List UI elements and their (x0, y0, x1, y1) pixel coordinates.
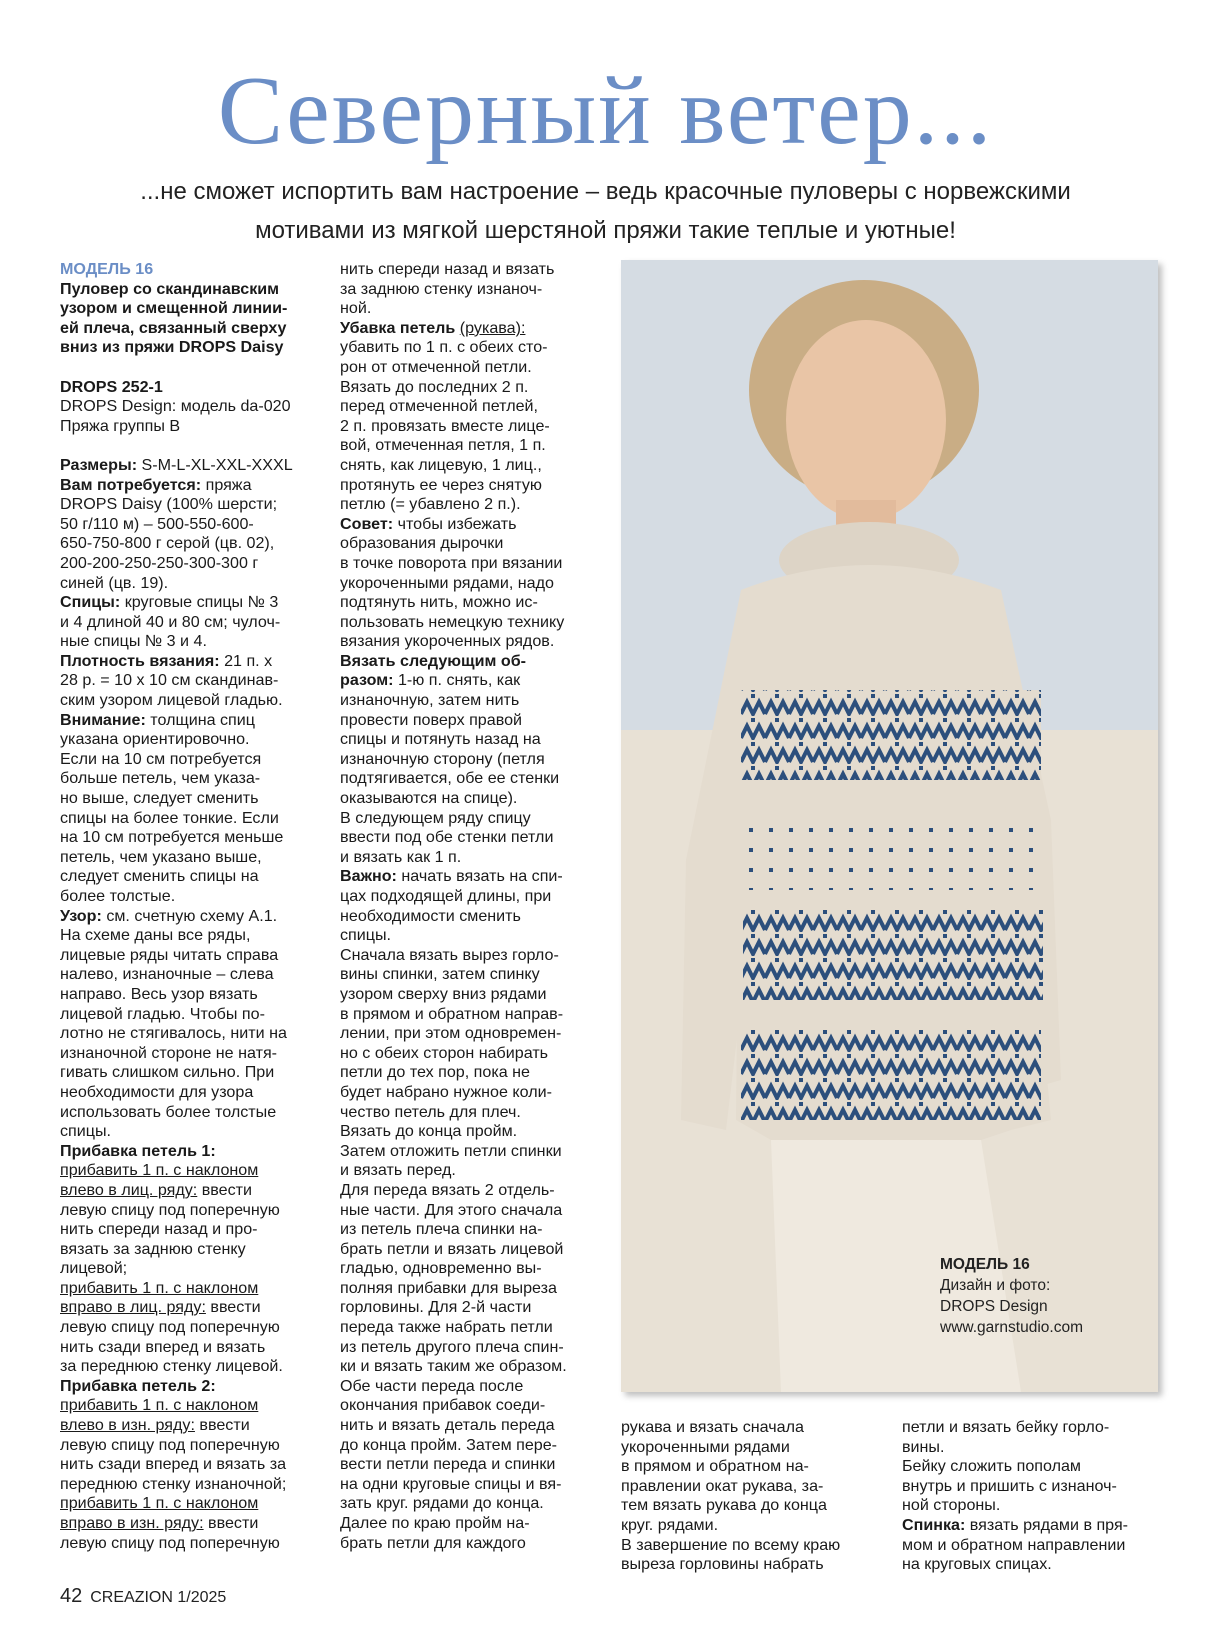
pattern: Узор: см. счетную схему А.1. (60, 906, 278, 925)
text-line: петлю (= убавлено 2 п.). (340, 495, 521, 514)
text-line: тем вязать рукава до конца (621, 1496, 827, 1515)
text-line: и 4 длиной 40 и 80 см; чулоч- (60, 612, 281, 631)
text-line: правлении окат рукава, за- (621, 1476, 824, 1495)
gauge: Плотность вязания: 21 п. х (60, 651, 273, 670)
text-line: более толстые. (60, 887, 176, 905)
needles: Спицы: круговые спицы № 3 (60, 593, 279, 612)
important: Важно: начать вязать на спи- (340, 867, 563, 886)
model-photo-illustration (621, 260, 1158, 1392)
text-line: переднюю стенку изнаночной; (60, 1474, 287, 1493)
text-line: влево в изн. ряду: (60, 1416, 195, 1435)
text-line: левую спицу под поперечную (60, 1435, 280, 1454)
text-column-1: МОДЕЛЬ 16 Пуловер со скандинавским узором и смещенной линии- ей плеча, связанный сверху вниз из пряжи DROPS Daisy DROPS 252-1 DROPS Design: модель da-020 Пряжа группы B Размеры: S-M-L-XL-XXL-XXXL Вам потребуется: пряжа DROPS Daisy (100% шерсти; 50 г/110 м) – 500-550-600- 650-750-800 г серой (цв. 02), 200-200-250-250-300-300 г синей (цв. 19). Спицы: круговые спицы № 3 и 4 длиной 40 и 80 см; чулоч- ные спицы № 3 и 4. Плотность вязания: 21 п. х 28 р. = 10 х 10 см скандинав- ским узором лицевой гладью. Внимание: толщина спиц указана ориентировочно. Если на 10 см потребуется больше петель, чем указа- но выше, следует сменить спицы на более тонкие. Если на 10 см потребуется меньше петель, чем указано выше, следует сменить спицы на более толстые. Узор: см. счетную схему А.1. На схеме даны все ряды, лицевые ряды читать справа налево, изнаночные – слева направо. Весь узор вязать лицевой гладью. Чтобы по- лотно не стягивалось, нити на изнаночной стороне не натя- гивать слишком сильно. При необходимости для узора использовать более толстые спицы. Прибавка петель 1: прибавить 1 п. с наклоном влево в лиц. ряду: ввести левую спицу под поперечную нить спереди назад и про- вязать за заднюю стенку лицевой; прибавить 1 п. с наклоном вправо в лиц. ряду: ввести левую спицу под поперечную нить сзади вперед и вязать за переднюю стенку лицевой. Прибавка петель 2: прибавить 1 п. с наклоном влево в изн. ряду: ввести левую спицу под поперечную нить сзади вперед и вязать за переднюю стенку изнаночной; прибавить 1 п. с наклоном вправо в изн. ряду: ввести левую спицу под поперечную (60, 260, 316, 1553)
text-line: вины. (902, 1437, 945, 1456)
text-line: рон от отмеченной петли. (340, 357, 532, 376)
text-line: нить спереди назад и вязать (340, 260, 555, 278)
text-line: на одни круговые спицы и вя- (340, 1474, 562, 1493)
text-line: В следующем ряду спицу (340, 808, 531, 827)
text-line: перед отмеченной петлей, (340, 397, 538, 416)
text-line: оказываются на спице). (340, 789, 518, 808)
text-line: ной стороны. (902, 1496, 1001, 1515)
model-photo (621, 260, 1158, 1392)
text-line: синей (цв. 19). (60, 573, 169, 592)
text-line: Вязать до конца пройм. (340, 1122, 518, 1141)
text-line: В завершение по всему краю (621, 1535, 841, 1554)
text-line: узором сверху вниз рядами (340, 984, 547, 1003)
text-line: лицевой гладью. Чтобы по- (60, 1004, 265, 1023)
text-line: петель, чем указано выше, (60, 847, 262, 866)
back-section: Спинка: вязать рядами в пря- (902, 1515, 1129, 1534)
text-line: изнаночной стороне не натя- (60, 1043, 278, 1062)
decrease-heading: Убавка петель (рукава): (340, 318, 526, 337)
text-line: 650-750-800 г серой (цв. 02), (60, 534, 275, 553)
text-line: подтягивается, обе ее стенки (340, 769, 560, 788)
text-line: нить сзади вперед и вязать за (60, 1455, 287, 1474)
caption-line: Дизайн и фото: (940, 1277, 1051, 1294)
magazine-issue: CREAZION 1/2025 (90, 1589, 227, 1606)
article-heading: узором и смещенной линии- (60, 299, 288, 318)
text-line: Бейку сложить пополам (902, 1457, 1081, 1476)
text-line: внутрь и пришить с изнаноч- (902, 1476, 1117, 1495)
text-line: круг. рядами. (621, 1515, 719, 1534)
text-line: из петель другого плеча спин- (340, 1337, 564, 1356)
text-line: разом: (340, 671, 394, 690)
text-line: вязания укороченных рядов. (340, 632, 555, 651)
text-line: лицевые ряды читать справа (60, 945, 279, 964)
text-line: гивать слишком сильно. При (60, 1063, 275, 1082)
text-line: но с обеих сторон набирать (340, 1043, 549, 1062)
text-line: 2 п. провязать вместе лице- (340, 416, 550, 435)
text-line: левую спицу под поперечную (60, 1318, 280, 1337)
text-line: Сначала вязать вырез горло- (340, 945, 559, 964)
subtitle (90, 172, 1121, 250)
design-ref: DROPS Design: модель da-020 (60, 397, 291, 416)
text-line: нить сзади вперед и вязать (60, 1337, 266, 1356)
text-line: цах подходящей длины, при (340, 887, 552, 905)
text-line: рукава и вязать сначала (621, 1418, 804, 1436)
text-line: использовать более толстые (60, 1102, 277, 1121)
text-line: ввести под обе стенки петли (340, 828, 554, 847)
text-line: спицы и потянуть назад на (340, 730, 541, 749)
text-line: спицы на более тонкие. Если (60, 808, 279, 827)
text-line: направо. Весь узор вязать (60, 984, 258, 1003)
text-line: ки и вязать таким же образом. (340, 1357, 567, 1376)
text-line: ским узором лицевой гладью. (60, 691, 283, 710)
text-line: петли и вязать бейку горло- (902, 1418, 1110, 1436)
text-line: пользовать немецкую технику (340, 612, 565, 631)
text-line: прибавить 1 п. с наклоном (60, 1396, 259, 1415)
subtitle-line: мотивами из мягкой шерстяной пряжи такие теплые и уютные! (255, 217, 956, 244)
page-title: Северный ветер... (217, 57, 994, 165)
text-line: прибавить 1 п. с наклоном (60, 1494, 259, 1513)
text-line: и вязать перед. (340, 1161, 456, 1180)
text-line: укороченными рядами (621, 1437, 790, 1456)
text-line: 200-200-250-250-300-300 г (60, 553, 259, 572)
text-line: снять, как лицевую, 1 лиц., (340, 455, 542, 474)
sizes: Размеры: S-M-L-XL-XXL-XXXL (60, 455, 293, 474)
text-line: ные спицы № 3 и 4. (60, 632, 207, 651)
text-line: прибавить 1 п. с наклоном (60, 1161, 259, 1180)
text-line: Обе части переда после (340, 1376, 524, 1395)
text-line: ной. (340, 299, 372, 318)
text-line: DROPS Daisy (100% шерсти; (60, 495, 278, 514)
text-line: из петель плеча спинки на- (340, 1220, 543, 1239)
text-line: Если на 10 см потребуется (60, 749, 262, 768)
page-number: 42 (60, 1585, 83, 1607)
text-line: изнаночную, затем нить (340, 691, 520, 710)
text-line: будет набрано нужное коли- (340, 1082, 552, 1101)
text-line: левую спицу под поперечную (60, 1200, 280, 1219)
yarn-group: Пряжа группы B (60, 416, 181, 435)
materials: Вам потребуется: пряжа (60, 475, 252, 494)
text-line: ные части. Для этого сначала (340, 1200, 563, 1219)
text-line: 50 г/110 м) – 500-550-600- (60, 514, 254, 533)
photo-caption (940, 1254, 1083, 1338)
text-line: больше петель, чем указа- (60, 769, 261, 788)
text-line: провести поверх правой (340, 710, 523, 729)
text-line: вести петли переда и спинки (340, 1455, 556, 1474)
text-line: до конца пройм. Затем пере- (340, 1435, 558, 1454)
text-line: вой, отмеченная петля, 1 п. (340, 436, 546, 455)
text-line: лотно не стягивалось, нити на (60, 1024, 287, 1043)
text-line: выреза горловины набрать (621, 1555, 824, 1574)
text-line: подтянуть нить, можно ис- (340, 593, 538, 612)
subtitle-line: ...не сможет испортить вам настроение – ведь красочные пуловеры с норвежскими (140, 178, 1071, 205)
text-line: вины спинки, затем спинку (340, 965, 540, 984)
text-line: брать петли и вязать лицевой (340, 1239, 564, 1258)
article-heading: вниз из пряжи DROPS Daisy (60, 338, 284, 357)
article-heading: Пуловер со скандинавским (60, 279, 280, 298)
text-line: Затем отложить петли спинки (340, 1141, 562, 1160)
text-line: в прямом и обратном на- (621, 1457, 809, 1476)
tip: Совет: чтобы избежать (340, 514, 517, 533)
text-line: вправо в изн. ряду: (60, 1514, 204, 1532)
text-line: и вязать как 1 п. (340, 847, 462, 866)
model-label: МОДЕЛЬ 16 (60, 260, 154, 278)
text-line: спицы. (340, 926, 392, 945)
text-line: прибавить 1 п. с наклоном (60, 1278, 259, 1297)
caption-url: www.garnstudio.com (940, 1319, 1084, 1336)
article-heading: ей плеча, связанный сверху (60, 318, 287, 337)
text-line: необходимости для узора (60, 1082, 254, 1101)
text-line: указана ориентировочно. (60, 730, 250, 749)
text-line: брать петли для каждого (340, 1533, 526, 1552)
text-line: укороченными рядами, надо (340, 573, 554, 592)
text-line: на круговых спицах. (902, 1555, 1052, 1574)
text-line: Вязать следующим об- (340, 651, 526, 670)
text-line: чество петель для плеч. (340, 1102, 521, 1121)
text-line: влево в лиц. ряду: (60, 1180, 198, 1199)
text-line: зать круг. рядами до конца. (340, 1494, 544, 1513)
text-line: нить спереди назад и про- (60, 1220, 258, 1239)
text-line: гладью, одновременно вы- (340, 1259, 542, 1278)
text-line: вправо в лиц. ряду: (60, 1298, 206, 1317)
text-line: горловины. Для 2-й части (340, 1298, 532, 1317)
text-line: Вязать до последних 2 п. (340, 377, 529, 396)
text-line: петли до тех пор, пока не (340, 1063, 530, 1082)
text-line: протянуть ее через снятую (340, 475, 542, 494)
text-line: Для переда вязать 2 отдель- (340, 1180, 555, 1199)
caption-model: МОДЕЛЬ 16 (940, 1256, 1030, 1273)
text-line: левую спицу под поперечную (60, 1533, 280, 1552)
model-code: DROPS 252-1 (60, 377, 163, 396)
increase-1-heading: Прибавка петель 1: (60, 1141, 216, 1160)
text-column-4 (902, 1418, 1162, 1575)
text-line: 28 р. = 10 х 10 см скандинав- (60, 671, 279, 690)
text-line: окончания прибавок соеди- (340, 1396, 546, 1415)
text-line: за переднюю стенку лицевой. (60, 1357, 283, 1376)
text-line: но выше, следует сменить (60, 789, 259, 808)
text-column-3 (621, 1418, 879, 1575)
text-line: переда также набрать петли (340, 1318, 553, 1337)
text-line: на 10 см потребуется меньше (60, 828, 284, 847)
increase-2-heading: Прибавка петель 2: (60, 1376, 216, 1395)
text-line: На схеме даны все ряды, (60, 926, 251, 945)
text-line: мом и обратном направлении (902, 1535, 1126, 1554)
text-line: необходимости сменить (340, 906, 521, 925)
text-line: лицевой; (60, 1259, 128, 1278)
text-line: убавить по 1 п. с обеих сто- (340, 338, 548, 357)
text-line: спицы. (60, 1122, 112, 1141)
text-line: следует сменить спицы на (60, 867, 259, 886)
page-footer (60, 1585, 226, 1608)
caption-line: DROPS Design (940, 1298, 1048, 1315)
text-column-2: нить спереди назад и вязать за заднюю стенку изнаноч- ной. Убавка петель (рукава): убавить по 1 п. с обеих сто- рон от отмеченной петли. Вязать до последних 2 п. перед отмеченной петлей, 2 п. провязать вместе лице- вой, отмеченная петля, 1 п. снять, как лицевую, 1 лиц., протянуть ее через снятую петлю (= убавлено 2 п.). Совет: чтобы избежать образования дырочки в точке поворота при вязании укороченными рядами, надо подтянуть нить, можно ис- пользовать немецкую технику вязания укороченных рядов. Вязать следующим об- разом: 1-ю п. снять, как изнаночную, затем нить провести поверх правой спицы и потянуть назад на изнаночную сторону (петля подтягивается, обе ее стенки оказываются на спице). В следующем ряду спицу ввести под обе стенки петли и вязать как 1 п. Важно: начать вязать на спи- цах подходящей длины, при необходимости сменить спицы. Сначала вязать вырез горло- вины спинки, затем спинку узором сверху вниз рядами в прямом и обратном направ- лении, при этом одновремен- но с обеих сторон набирать петли до тех пор, пока не будет набрано нужное коли- чество петель для плеч. Вязать до конца пройм. Затем отложить петли спинки и вязать перед. Для переда вязать 2 отдель- ные части. Для этого сначала из петель плеча спинки на- брать петли и вязать лицевой гладью, одновременно вы- полняя прибавки для выреза горловины. Для 2-й части переда также набрать петли из петель другого плеча спин- ки и вязать таким же образом. Обе части переда после окончания прибавок соеди- нить и вязать деталь переда до конца пройм. Затем пере- вести петли переда и спинки на одни круговые спицы и вя- зать круг. рядами до конца. Далее по краю пройм на- брать петли для каждого (340, 260, 598, 1553)
text-line: налево, изнаночные – слева (60, 965, 274, 984)
text-line: за заднюю стенку изнаноч- (340, 279, 543, 298)
text-line: полняя прибавки для выреза (340, 1278, 557, 1297)
text-line: вязать за заднюю стенку (60, 1239, 246, 1258)
text-line: в прямом и обратном направ- (340, 1004, 564, 1023)
text-line: образования дырочки (340, 534, 504, 553)
text-line: нить и вязать деталь переда (340, 1416, 555, 1435)
text-line: изнаночную сторону (петля (340, 749, 545, 768)
text-line: лении, при этом одновремен- (340, 1024, 562, 1043)
text-line: в точке поворота при вязании (340, 553, 563, 572)
note: Внимание: толщина спиц (60, 710, 255, 729)
text-line: Далее по краю пройм на- (340, 1514, 530, 1532)
